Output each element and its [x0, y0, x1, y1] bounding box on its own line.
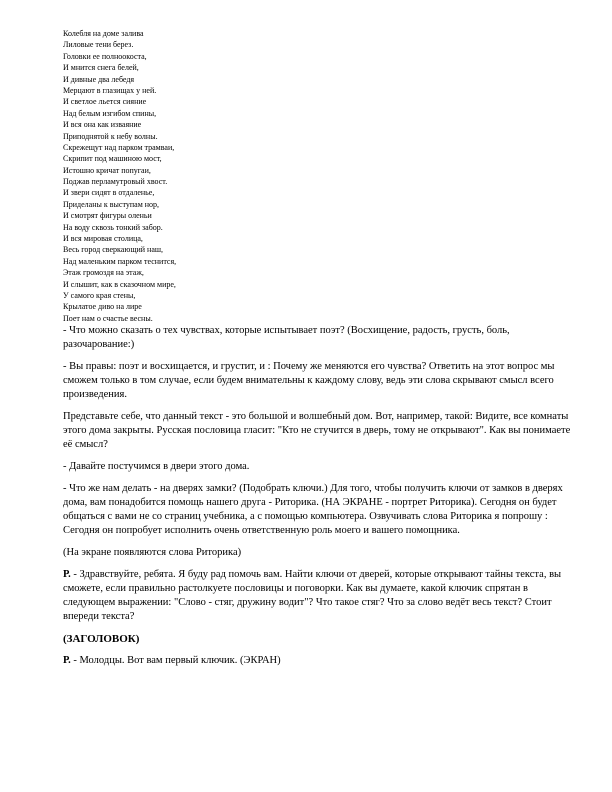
poem-line: Скрипит под машиною мост, [63, 154, 162, 164]
paragraph-text: - Вы правы: поэт и восхищается, и грустит, и : Почему же меняются его чувства? Ответить на этот вопрос мы сможем только в том случае, если будем внимательны к каждому слову, ведь эти слова скрывают смысл всего произведения. [63, 361, 555, 401]
paragraph-text: - Давайте постучимся в двери этого дома. [63, 461, 250, 473]
speaker-label: Р. [63, 569, 71, 581]
paragraph-text: - Здравствуйте, ребята. Я буду рад помочь вам. Найти ключи от дверей, которые открывают тайны текста, вы сможете, если правильно растолкуете пословицы и поговорки. Как вы думаете, какой ключик спрятан в следующем выражении: "Слово - стяг, дружину водит"? Что такое стяг? Что за слово ведёт весь текст? Стоит впереди текста? [63, 569, 562, 623]
paragraph-text: - Молодцы. Вот вам первый ключик. (ЭКРАН) [70, 655, 281, 667]
poem-line: И мнится снега белей, [63, 63, 139, 73]
paragraph [63, 460, 573, 474]
section-heading: (ЗАГОЛОВОК) [63, 633, 140, 646]
poem-line: На воду сквозь тонкий забор. [63, 222, 163, 232]
paragraph-text: Представьте себе, что данный текст - это большой и волшебный дом. Вот, например, такой: Видите, все комнаты этого дома закрыты. Русская пословица гласит: "Кто не стучится в дверь, тому не открывают". Как вы понимаете её смысл? [63, 411, 571, 451]
poem-line: Этаж громоздя на этаж, [63, 268, 144, 278]
poem-line: Над маленьким парком теснится, [63, 256, 177, 266]
poem-line: Мерцают в глазищах у ней. [63, 85, 157, 95]
poem-line: И дивные два лебедя [63, 74, 135, 84]
paragraph-text: - Что можно сказать о тех чувствах, которые испытывает поэт? (Восхищение, радость, грусть, боль, разочарование:) [63, 325, 510, 351]
poem-line: Крылатое диво на лире [63, 302, 142, 312]
poem-line: Головки ее полноокоста, [63, 51, 147, 61]
poem-line: Приделаны к выступам нор, [63, 199, 160, 209]
poem [63, 28, 573, 324]
paragraph [63, 410, 573, 452]
paragraph [63, 482, 573, 538]
poem-line: Весь город сверкающий наш, [63, 245, 164, 255]
paragraph [63, 568, 573, 624]
poem-line: Приподнятой к небу волны. [63, 131, 158, 141]
paragraph-text: (На экране появляются слова Риторика) [63, 547, 242, 559]
poem-line: И светлое льется сияние [63, 97, 147, 107]
paragraph-text: - Что же нам делать - на дверях замки? (Подобрать ключи.) Для того, чтобы получить ключи от замков в дверях дома, вам понадобится помощь нашего друга - Риторика. (НА ЭКРАНЕ - портрет Риторика). Сегодня он будет общаться с вами не со страниц учебника, а с помощью компьютера. Озвучивать слова Риторика я попрошу : Сегодня он попробует исполнить очень ответственную роль моего и вашего помощника. [63, 483, 563, 537]
poem-line: Поджав перламутровый хвост. [63, 177, 168, 187]
poem-line: Колебля на доме залива [63, 29, 144, 38]
paragraph [63, 546, 573, 560]
poem-line: И слышит, как в сказочном мире, [63, 279, 176, 289]
paragraph [63, 654, 573, 668]
poem-line: И вся мировая столица, [63, 234, 143, 244]
poem-line: Лиловые тени берез. [63, 40, 134, 50]
paragraph [63, 360, 573, 402]
paragraph [63, 324, 573, 352]
poem-line: И звери сидят в отдаленье, [63, 188, 155, 198]
document-page [63, 28, 573, 676]
poem-line: Истошно кричат попугаи, [63, 165, 151, 175]
poem-line: У самого края стены, [63, 290, 136, 300]
poem-line: Над белым изгибом спины, [63, 108, 157, 118]
poem-line: И вся она как изваяние [63, 120, 142, 130]
poem-line: И смотрят фигуры оленьи [63, 211, 152, 221]
poem-line: Скрежещут над парком трамваи, [63, 142, 175, 152]
speaker-label: Р. [63, 655, 71, 667]
poem-line: Поет нам о счастье весны. [63, 313, 153, 323]
